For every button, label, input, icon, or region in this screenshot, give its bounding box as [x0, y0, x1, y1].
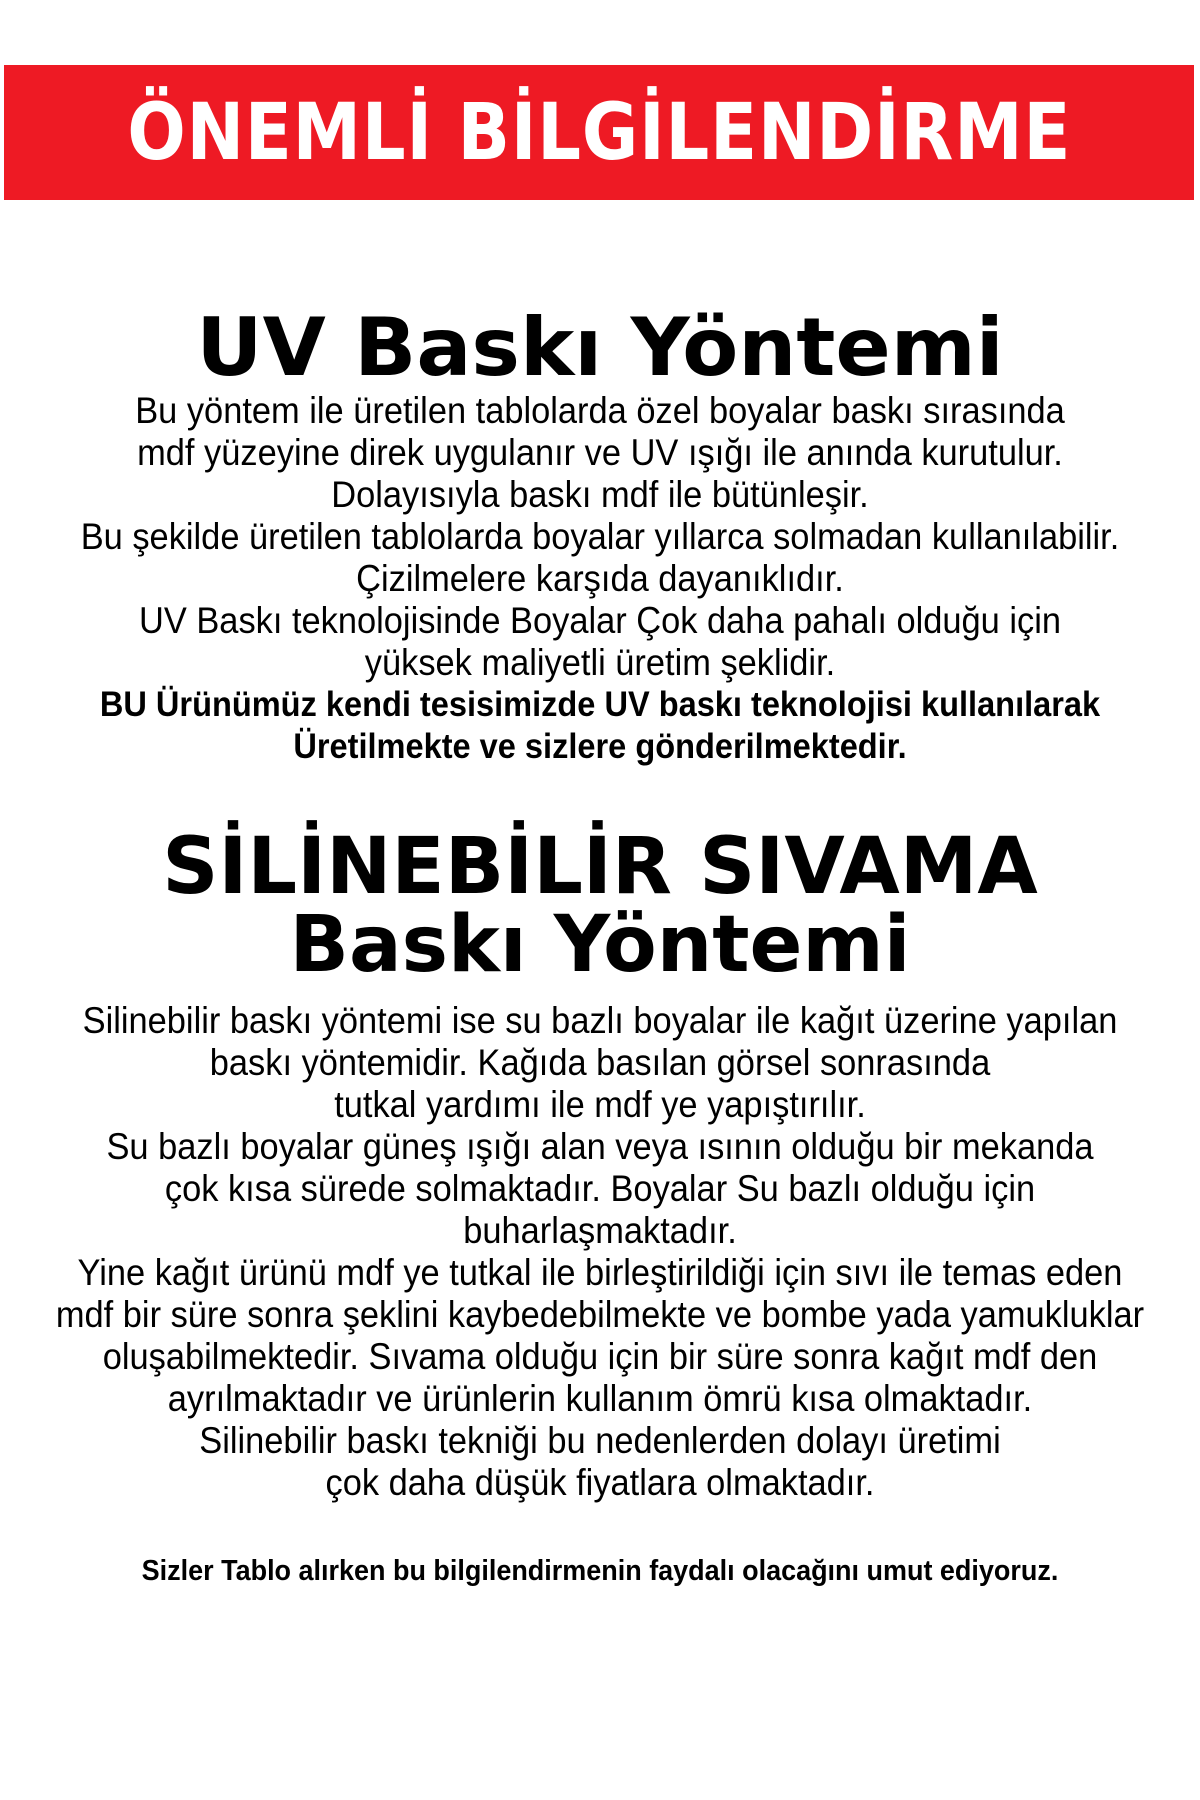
uv-bold-line: BU Ürünümüz kendi tesisimizde UV baskı teknolojisi kullanılarak	[99, 685, 1101, 724]
footer	[0, 1555, 1200, 1588]
silinebilir-line: mdf bir süre sonra şeklini kaybedebilmekte ve bombe yada yamukluklar	[55, 1294, 1145, 1335]
uv-line: UV Baskı teknolojisinde Boyalar Çok daha pahalı olduğu için	[138, 600, 1061, 641]
silinebilir-line: çok kısa sürede solmaktadır. Boyalar Su bazlı olduğu için	[164, 1168, 1036, 1209]
silinebilir-heading-line2: Baskı Yöntemi	[289, 900, 911, 990]
silinebilir-line: oluşabilmektedir. Sıvama olduğu için bir süre sonra kağıt mdf den	[102, 1336, 1098, 1377]
silinebilir-line: buharlaşmaktadır.	[463, 1210, 737, 1251]
uv-line: Bu şekilde üretilen tablolarda boyalar yıllarca solmadan kullanılabilir.	[80, 516, 1120, 557]
uv-line: Çizilmelere karşıda dayanıklıdır.	[356, 558, 844, 599]
silinebilir-line: Su bazlı boyalar güneş ışığı alan veya ısının olduğu bir mekanda	[106, 1126, 1094, 1167]
uv-line: yüksek maliyetli üretim şeklidir.	[364, 642, 836, 683]
silinebilir-line: Yine kağıt ürünü mdf ye tutkal ile birleştirildiği için sıvı ile temas eden	[77, 1252, 1123, 1293]
silinebilir-line: Silinebilir baskı tekniği bu nedenlerden dolayı üretimi	[199, 1420, 1001, 1461]
uv-line: Dolayısıyla baskı mdf ile bütünleşir.	[331, 474, 869, 515]
silinebilir-paragraph	[0, 1000, 1200, 1504]
silinebilir-line: tutkal yardımı ile mdf ye yapıştırılır.	[334, 1084, 866, 1125]
uv-line: Bu yöntem ile üretilen tablolarda özel boyalar baskı sırasında	[135, 390, 1065, 431]
uv-bold-line: Üretilmekte ve sizlere gönderilmektedir.	[293, 727, 907, 766]
uv-line: mdf yüzeyine direk uygulanır ve UV ışığı ile anında kurutulur.	[137, 432, 1063, 473]
footer-note: Sizler Tablo alırken bu bilgilendirmenin faydalı olacağını umut ediyoruz.	[141, 1555, 1059, 1587]
silinebilir-line: baskı yöntemidir. Kağıda basılan görsel sonrasında	[209, 1042, 991, 1083]
banner-title: ÖNEMLİ BİLGİLENDİRME	[127, 87, 1071, 178]
silinebilir-section	[0, 822, 1200, 990]
header-banner	[4, 65, 1194, 200]
silinebilir-line: ayrılmaktadır ve ürünlerin kullanım ömrü kısa olmaktadır.	[167, 1378, 1033, 1419]
silinebilir-line: çok daha düşük fiyatlara olmaktadır.	[325, 1462, 875, 1503]
uv-paragraph	[0, 390, 1200, 768]
silinebilir-heading-line1: SİLİNEBİLİR SIVAMA	[162, 822, 1038, 912]
uv-section	[0, 301, 1200, 394]
uv-heading: UV Baskı Yöntemi	[196, 301, 1004, 394]
silinebilir-line: Silinebilir baskı yöntemi ise su bazlı boyalar ile kağıt üzerine yapılan	[82, 1000, 1118, 1041]
